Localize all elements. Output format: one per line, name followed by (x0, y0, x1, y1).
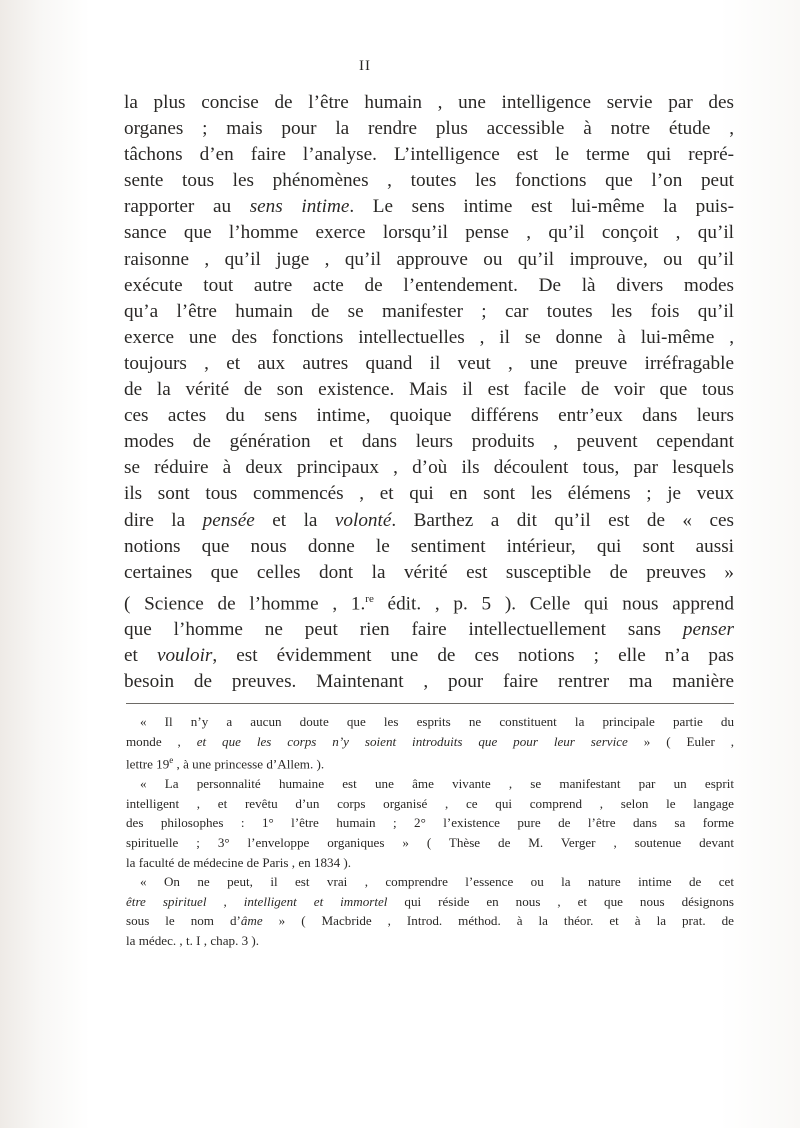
footnote-line: la médec. , t. I , chap. 3 ). (126, 932, 260, 948)
body-line: la plus concise de l’être humain , une intelligence servie par des (124, 92, 734, 113)
footnote-text: » ( Euler , (627, 733, 734, 749)
body-line: exerce une des fonctions intellectuelles , il se donne à lui-même , (124, 326, 734, 348)
footnotes (126, 712, 734, 950)
footnote-line: « On ne peut, il est vrai , comprendre l’essence ou la nature intime de cet (140, 874, 734, 890)
body-line: de la vérité de son existence. Mais il est facile de voir que tous (124, 379, 734, 401)
footnote-line (126, 751, 734, 774)
body-line-text: , est évidemment une de ces notions ; elle n’a pas (212, 645, 734, 667)
footnote-line: « La personnalité humaine est une âme vivante , se manifestant par un esprit (140, 776, 734, 792)
body-line-text: et la (254, 509, 335, 531)
footnote-line (126, 892, 734, 912)
body-line: toujours , et aux autres quand il veut , une preuve irréfragable (124, 352, 734, 374)
body-line: se réduire à deux principaux , d’où ils découlent tous, par lesquels (124, 457, 734, 479)
body-line: tâchons d’en faire l’analyse. L’intelligence est le terme qui repré- (124, 144, 734, 166)
body-line-text: dire la (124, 509, 203, 531)
body-line: sente tous les phénomènes , toutes les fonctions que l’on peut (124, 170, 734, 192)
body-line-text: rapporter au (124, 196, 250, 218)
footnote-emphasis: âme (240, 913, 263, 929)
footnote-line (126, 911, 734, 931)
footnote-line: intelligent , et revêtu d’un corps organisé , ce qui comprend , selon le langage (126, 795, 734, 811)
emphasis-penser: penser (682, 619, 734, 641)
body-line-text: . Le sens intime est lui-même la puis- (349, 196, 734, 218)
body-line-text: et (124, 645, 157, 667)
emphasis-pensee: pensée (202, 509, 255, 531)
body-line: modes de génération et dans leurs produits , peuvent cependant (124, 431, 734, 453)
emphasis-vouloir: vouloir (156, 645, 213, 667)
body-line: raisonne , qu’il juge , qu’il approuve ou qu’il improuve, ou qu’il (124, 248, 734, 270)
body-line: organes ; mais pour la rendre plus accessible à notre étude , (124, 118, 734, 140)
superscript-edition: re (365, 592, 374, 605)
footnote-line: des philosophes : 1° l’être humain ; 2° l’existence pure de l’être dans sa forme (126, 815, 734, 831)
body-line (124, 643, 734, 669)
footnote-emphasis: et que les corps n’y soient introduits que pour leur service (196, 733, 628, 749)
body-line: qu’a l’être humain de se manifester ; car toutes les fois qu’il (124, 300, 734, 322)
body-line (124, 194, 734, 220)
footnote-line: « Il n’y a aucun doute que les esprits ne constituent la principale partie du (140, 714, 734, 729)
footnote-text: monde , (126, 733, 197, 749)
body-line (124, 586, 734, 617)
body-line: sance que l’homme exerce lorsqu’il pense , qu’il conçoit , qu’il (124, 222, 734, 244)
body-line (124, 508, 734, 534)
body-line: ces actes du sens intime, quoique différens entr’eux dans leurs (124, 405, 734, 427)
body-line: exécute tout autre acte de l’entendement. De là divers modes (124, 274, 734, 296)
footnote-line (126, 732, 734, 752)
emphasis-volonte: volonté (334, 509, 392, 531)
footnote-superscript: e (169, 755, 174, 766)
body-text (124, 90, 734, 696)
footnote-text: qui réside en nous , et que nous désignons (387, 893, 734, 909)
body-line-text: édit. , p. 5 ). Celle qui nous apprend (373, 593, 735, 615)
footnote-text: » ( Macbride , Introd. méthod. à la théor. et à la prat. de (262, 913, 734, 929)
emphasis-sens-intime: sens intime (249, 196, 350, 218)
footnote-text: lettre 19 (126, 756, 170, 772)
footnote-line: spirituelle ; 3° l’enveloppe organiques » ( Thèse de M. Verger , soutenue devant (126, 834, 734, 850)
body-line-text: . Barthez a dit qu’il est de « ces (391, 509, 734, 531)
body-line-text: que l’homme ne peut rien faire intellectuellement sans (124, 619, 683, 641)
footnote-emphasis: être spirituel , intelligent et immortel (126, 893, 388, 909)
body-line: besoin de preuves. Maintenant , pour faire rentrer ma manière (124, 671, 734, 693)
footnote-divider (126, 703, 734, 704)
body-line (124, 617, 734, 643)
footnote-text: sous le nom d’ (126, 913, 241, 929)
footnote-line: la faculté de médecine de Paris , en 1834 ). (126, 854, 352, 870)
body-line-text: ( Science de l’homme , 1. (124, 593, 366, 615)
body-line: notions que nous donne le sentiment intérieur, qui sont aussi (124, 535, 734, 557)
footnote-text: , à une princesse d’Allem. ). (173, 756, 325, 772)
page-number: II (359, 58, 371, 74)
body-line: certaines que celles dont la vérité est susceptible de preuves » (124, 561, 734, 583)
body-line: ils sont tous commencés , et qui en sont les élémens ; je veux (124, 483, 734, 505)
